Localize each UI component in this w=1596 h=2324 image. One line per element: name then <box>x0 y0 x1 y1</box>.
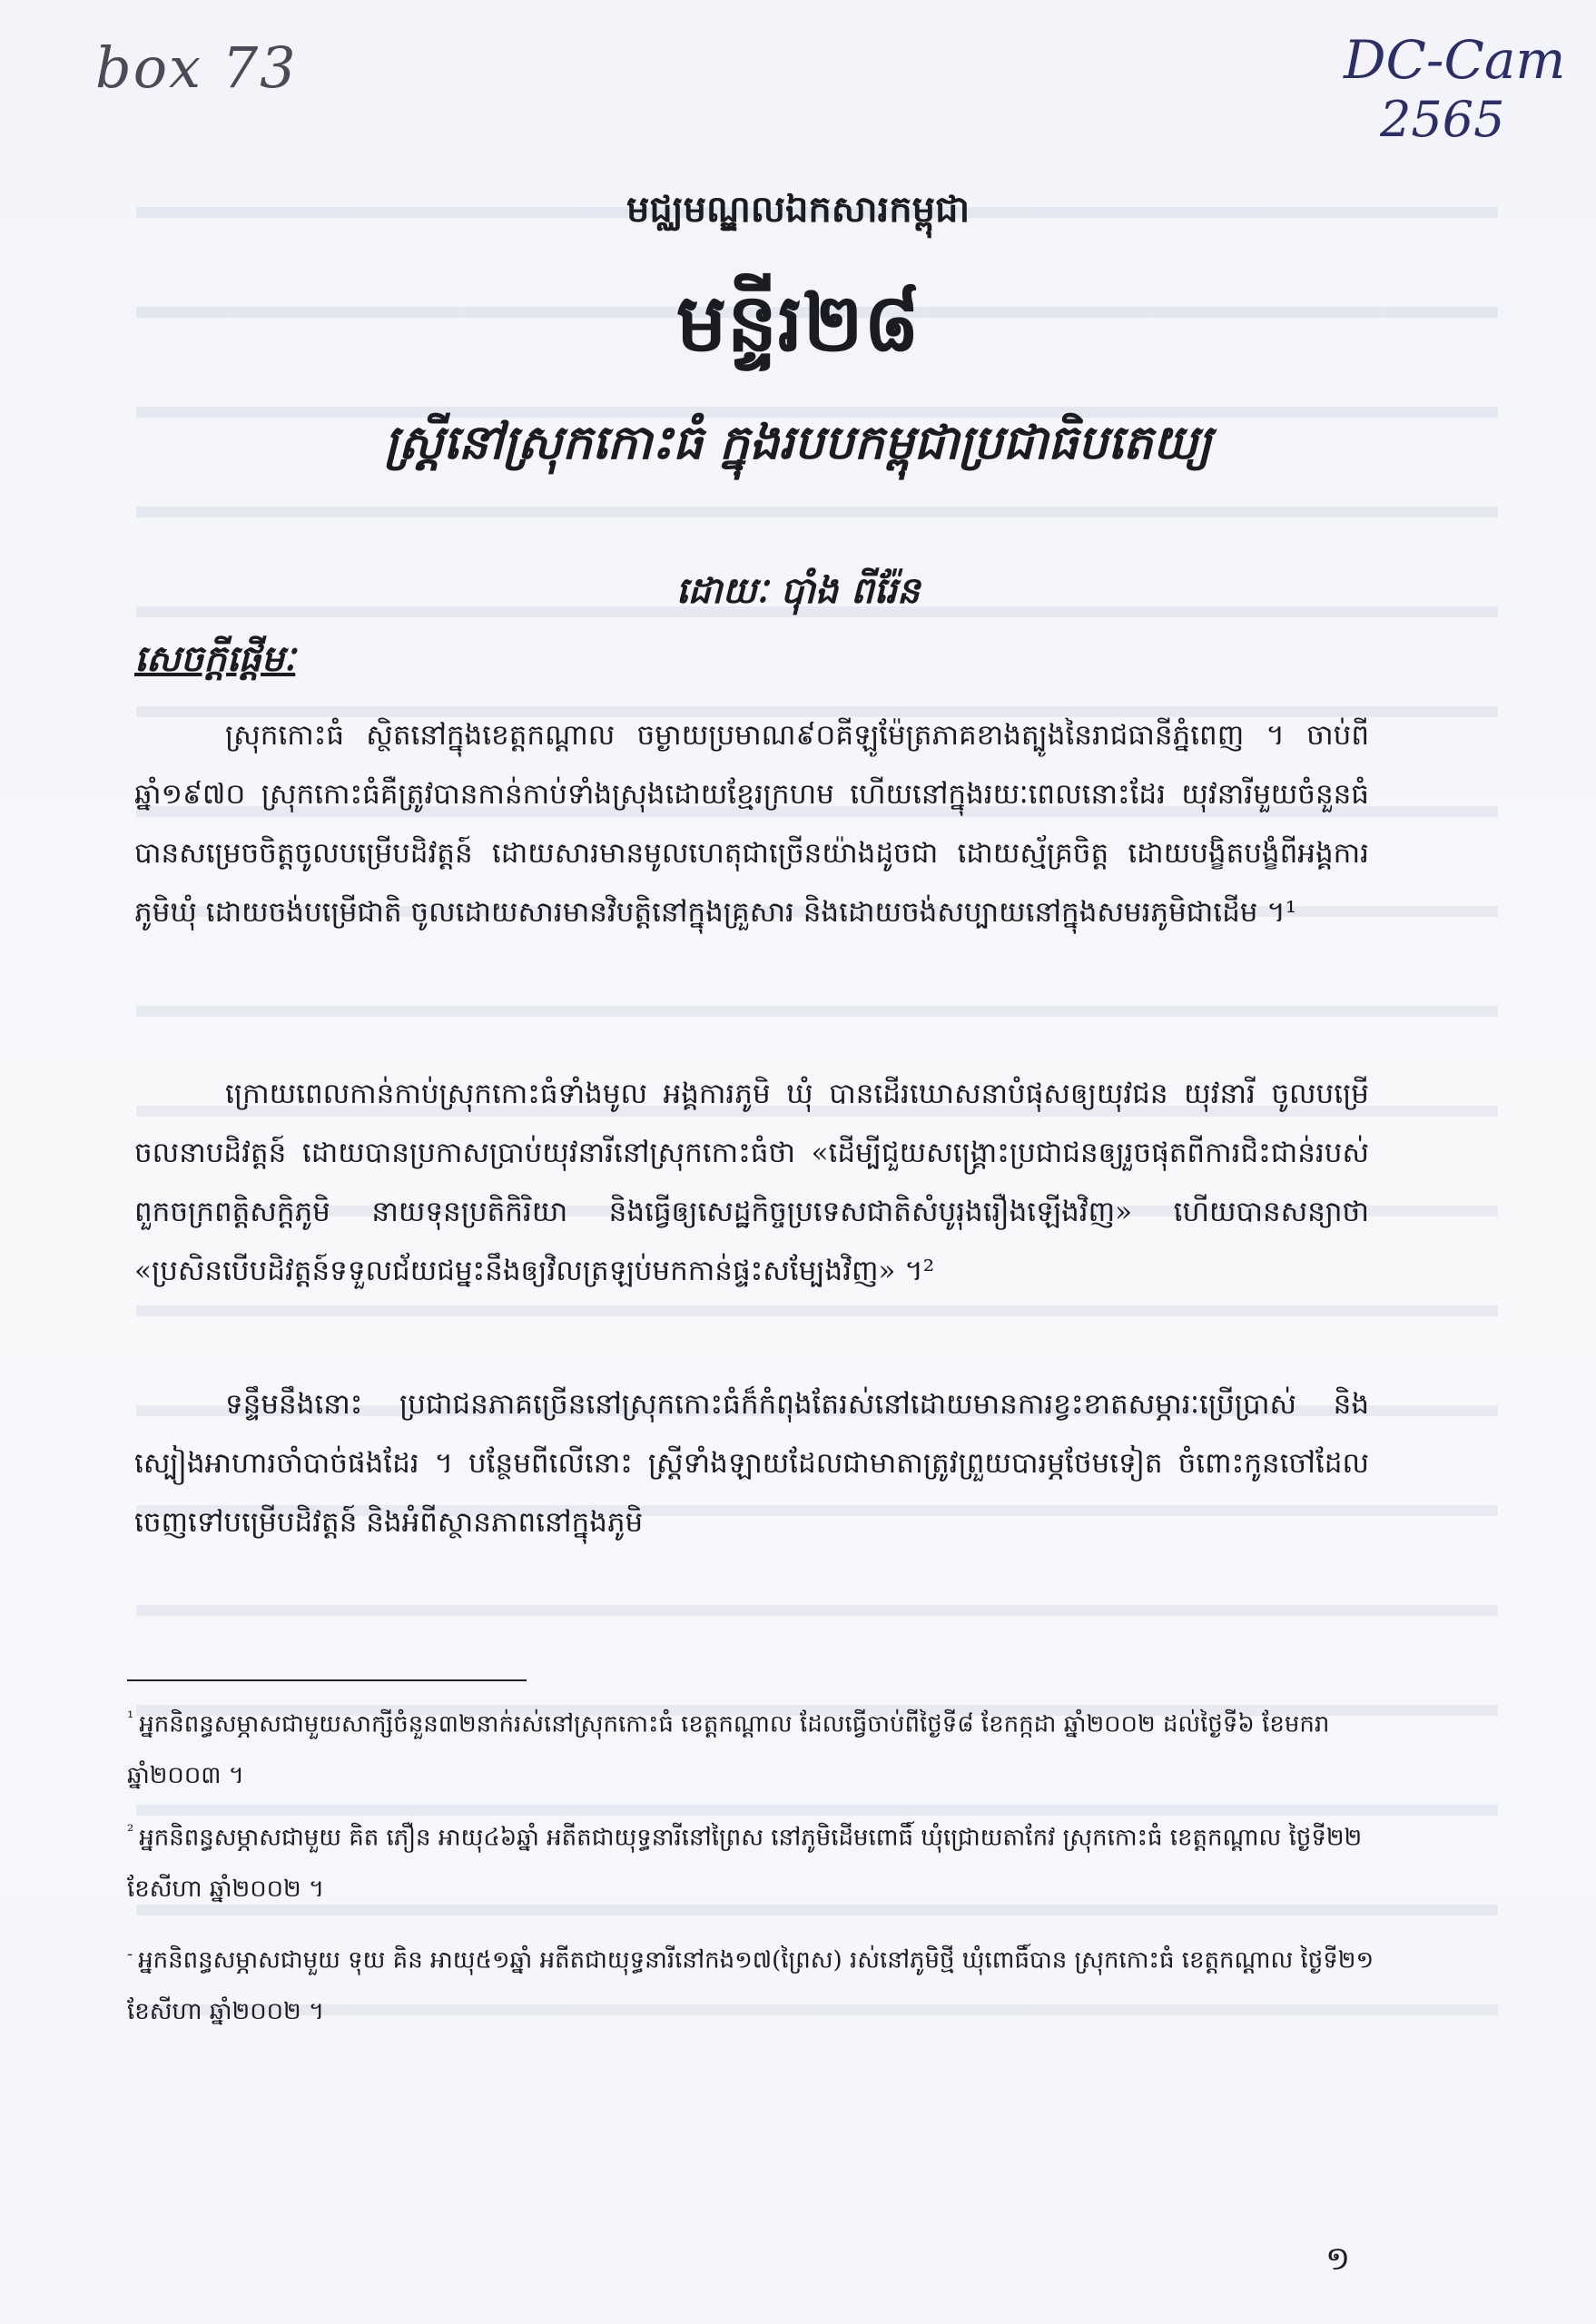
footnote-text: អ្នកនិពន្ធសម្ភាសជាមួយសាក្សីចំនួន៣២នាក់រស់នៅស្រុកកោះធំ ខេត្តកណ្តាល ដែលធ្វើចាប់ពីថ្ងៃទី៨ ខែកក្កដា ឆ្នាំ២០០២ ដល់ថ្ងៃទី៦ ខែមករា ឆ្នាំ២០០៣ ។ <box>127 1710 1330 1789</box>
footnote-text: អ្នកនិពន្ធសម្ភាសជាមួយ គិត ភឿន អាយុ៤៦ឆ្នាំ អតីតជាយុទ្ធនារីនៅព្រៃស នៅភូមិដើមពោធិ៍ ឃុំជ្រោយតាកែវ ស្រុកកោះធំ ខេត្តកណ្តាល ថ្ងៃទី២២ ខែសីហា ឆ្នាំ២០០២ ។ <box>127 1824 1363 1903</box>
footnote-marker: ² <box>127 1822 134 1841</box>
footnote-marker: - <box>127 1945 133 1964</box>
handwritten-archive-number: 2565 <box>1380 91 1505 148</box>
page-title: មន្ទីរ២៨ <box>675 276 921 369</box>
footnote <box>127 1929 1375 2037</box>
handwritten-box-number: box 73 <box>95 34 298 101</box>
footnote-text: អ្នកនិពន្ធសម្ភាសជាមួយ ទុយ គិន អាយុ៥១ឆ្នាំ អតីតជាយុទ្ធនារីនៅកង១៧(ព្រៃស) រស់នៅភូមិថ្មី ឃុំពោធិ៍បាន ស្រុកកោះធំ ខេត្តកណ្តាល ថ្ងៃទី២១ ខែសីហា ឆ្នាំ២០០២ ។ <box>127 1946 1374 2025</box>
footnote <box>127 1693 1375 1801</box>
page-subtitle: ស្ត្រីនៅស្រុកកោះធំ ក្នុងរបបកម្ពុជាប្រជាធិបតេយ្យ <box>384 416 1212 470</box>
footnote <box>127 1807 1375 1915</box>
handwritten-archive-label: DC-Cam <box>1344 29 1566 91</box>
section-heading-introduction: សេចក្តីផ្តើមៈ <box>134 638 296 680</box>
organization-name: មជ្ឈមណ្ឌលឯកសារកម្ពុជា <box>626 189 970 231</box>
author-line: ដោយៈ ប៉ាំង ពីរ៉ែន <box>675 570 921 612</box>
body-paragraph: ក្រោយពេលកាន់កាប់ស្រុកកោះធំទាំងមូល អង្គការភូមិ ឃុំ បានដើរឃោសនាបំផុសឲ្យយុវជន យុវនារី ចូលបម្រើចលនាបដិវត្តន៍ ដោយបានប្រកាសប្រាប់យុវនារីនៅស្រុកកោះធំថា «ដើម្បីជួយសង្គ្រោះប្រជាជនឲ្យរួចផុតពីការជិះជាន់របស់ពួកចក្រពត្តិសក្តិភូមិ នាយទុនប្រតិកិរិយា និងធ្វើឲ្យសេដ្ឋកិច្ចប្រទេសជាតិសំបូរុងរឿងឡើងវិញ» ហើយបានសន្យាថា «ប្រសិនបើបដិវត្តន៍ទទួលជ័យជម្នះនឹងឲ្យវិលត្រឡប់មកកាន់ផ្ទះសម្បែងវិញ» ។² <box>134 1078 1369 1287</box>
page-number: ១ <box>1325 2240 1351 2278</box>
body-paragraph: ទន្ទឹមនឹងនោះ ប្រជាជនភាគច្រើននៅស្រុកកោះធំក៏កំពុងតែរស់នៅដោយមានការខ្វះខាតសម្ភារៈប្រើប្រាស់ និងស្បៀងអាហារចាំបាច់ផងដែរ ។ បន្ថែមពីលើនោះ ស្ត្រីទាំងឡាយដែលជាមាតាត្រូវព្រួយបារម្ភថែមទៀត ចំពោះកូនចៅដែលចេញទៅបម្រើបដិវត្តន៍ និងអំពីស្ថានភាពនៅក្នុងភូមិ <box>134 1388 1369 1539</box>
footnote-marker: ¹ <box>127 1709 134 1728</box>
body-paragraph: ស្រុកកោះធំ ស្ថិតនៅក្នុងខេត្តកណ្តាល ចម្ងាយប្រមាណ៩០គីឡូម៉ែត្រភាគខាងត្បូងនៃរាជធានីភ្នំពេញ ។ ចាប់ពីឆ្នាំ១៩៧០ ស្រុកកោះធំគឺត្រូវបានកាន់កាប់ទាំងស្រុងដោយខ្មែរក្រហម ហើយនៅក្នុងរយៈពេលនោះដែរ យុវនារីមួយចំនួនធំ បានសម្រេចចិត្តចូលបម្រើបដិវត្តន៍ ដោយសារមានមូលហេតុជាច្រើនយ៉ាងដូចជា ដោយស្ម័គ្រចិត្ត ដោយបង្ខិតបង្ខំពីអង្គការភូមិឃុំ ដោយចង់បម្រើជាតិ ចូលដោយសារមានវិបត្តិនៅក្នុងគ្រួសារ និងដោយចង់សប្បាយនៅក្នុងសមរភូមិជាដើម ។¹ <box>134 719 1369 929</box>
footnote-divider <box>127 1679 527 1681</box>
